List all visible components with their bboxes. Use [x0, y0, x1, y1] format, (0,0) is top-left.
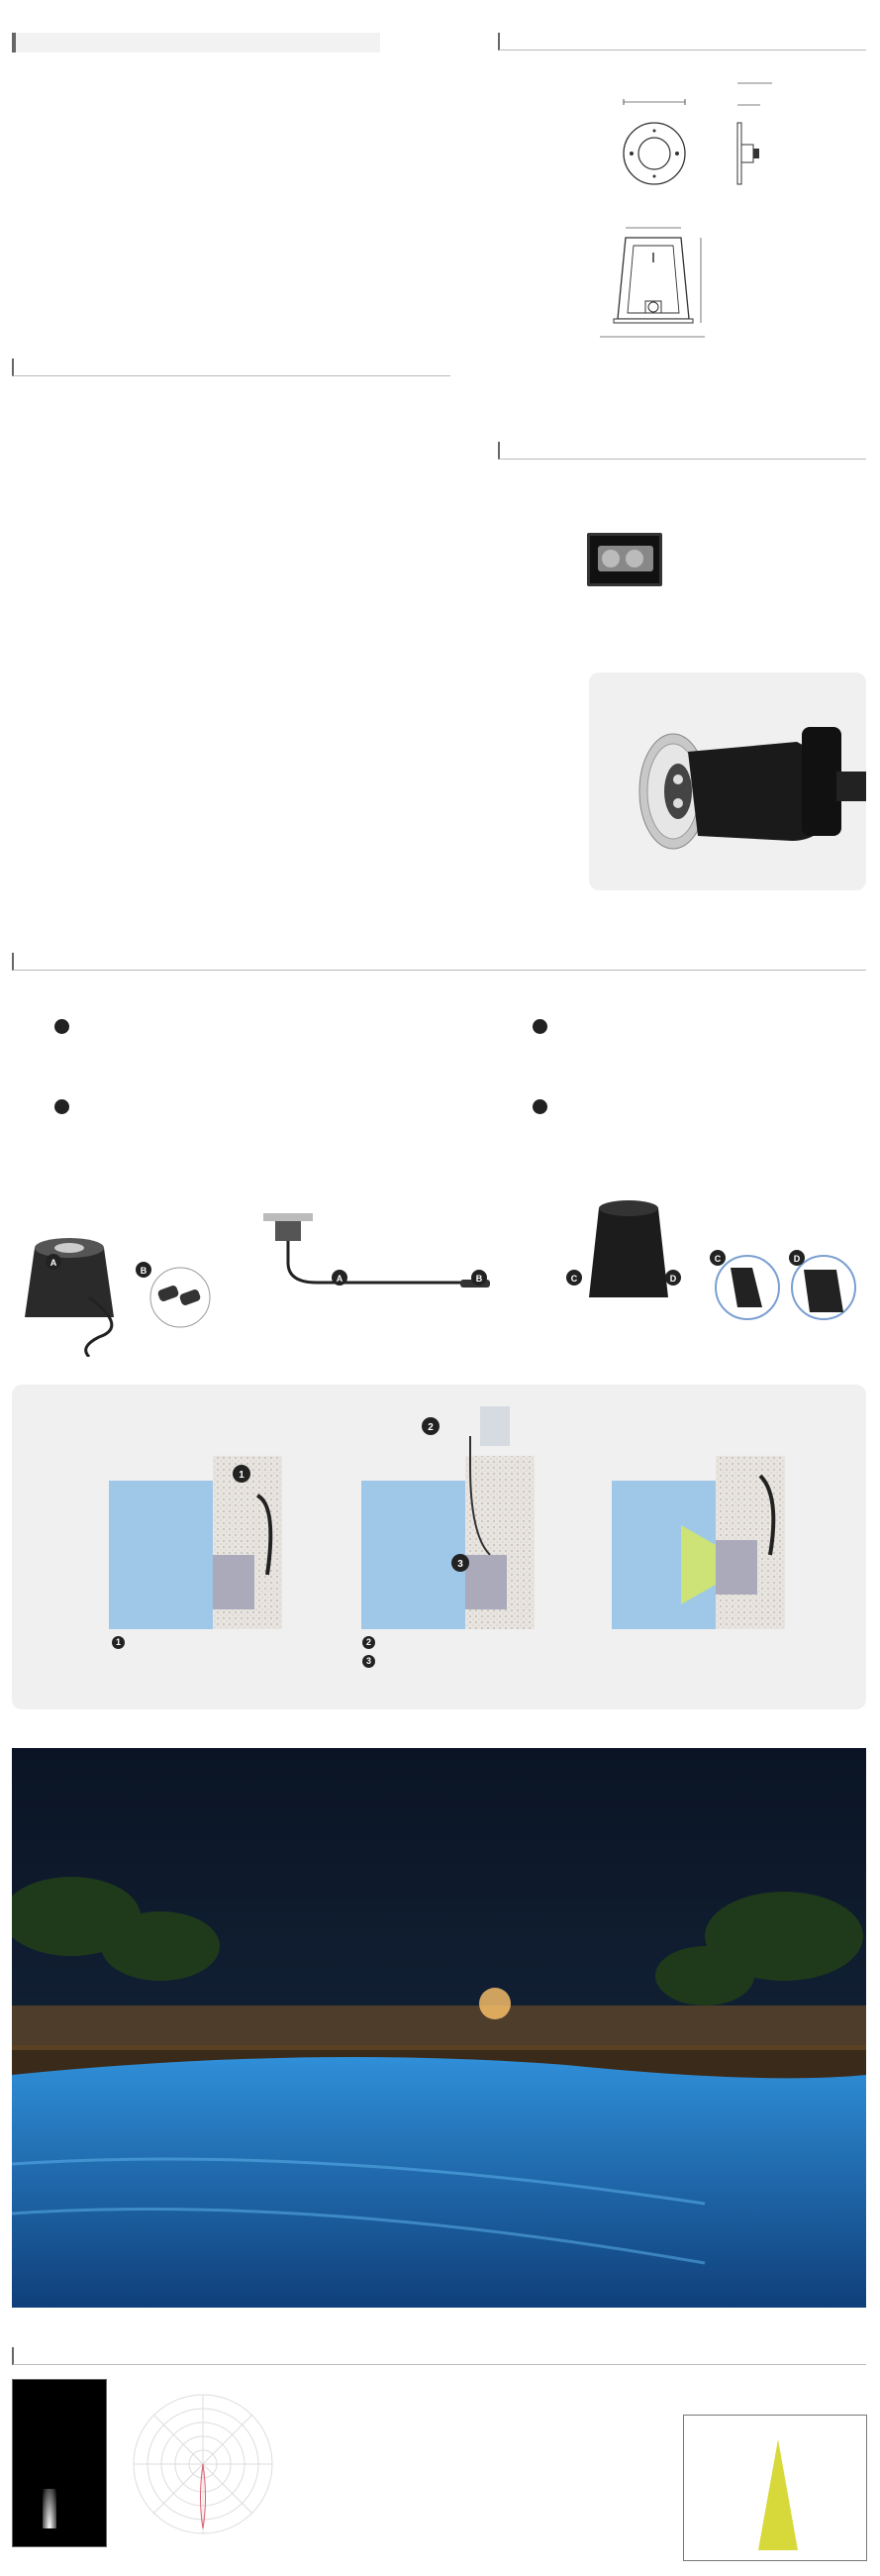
- wp-item-d: [533, 1099, 859, 1118]
- svg-text:A: A: [49, 1258, 57, 1268]
- lens-image: [587, 533, 662, 586]
- side-view: [737, 83, 772, 184]
- beam-cone: [753, 2439, 803, 2550]
- fixator-detail: [710, 1250, 779, 1319]
- svg-text:B: B: [475, 1274, 483, 1284]
- connector-pair: [136, 1262, 210, 1327]
- product-photo: [589, 672, 866, 890]
- install-diagram-3: [612, 1456, 785, 1629]
- svg-text:1: 1: [239, 1470, 244, 1481]
- install-diagram-1: [109, 1456, 282, 1629]
- product-code: [12, 33, 380, 52]
- svg-text:C: C: [714, 1254, 722, 1264]
- product-photo-panel: [589, 672, 866, 890]
- wp-item-a: [54, 1019, 510, 1038]
- svg-text:2: 2: [428, 1422, 434, 1433]
- lux-table: [683, 2415, 867, 2561]
- badge-d: [533, 1099, 547, 1114]
- linear-drawing: [594, 59, 802, 357]
- badge-a: [54, 1019, 69, 1034]
- housing-with-stopper: [25, 1238, 114, 1357]
- badge-c: [533, 1019, 547, 1034]
- distribution-curve-chart: [287, 2407, 673, 2565]
- sleeve-housing: [566, 1200, 681, 1297]
- spec-title: [12, 359, 450, 376]
- svg-text:C: C: [570, 1274, 578, 1284]
- cable-assembly: [263, 1213, 490, 1288]
- install-diagram-2: [361, 1406, 535, 1629]
- svg-text:D: D: [793, 1254, 801, 1264]
- lens-section-head: [498, 442, 866, 460]
- ies-image: [12, 2379, 107, 2547]
- sleeve-illustration: [554, 1188, 871, 1327]
- svg-text:B: B: [140, 1266, 147, 1276]
- install-caption-3: 3: [362, 1655, 605, 1668]
- section-view: [600, 228, 705, 337]
- accessories-illustration: [20, 1188, 515, 1357]
- install-caption-2: 2: [362, 1636, 605, 1649]
- front-view: [624, 99, 685, 184]
- install-caption-1: 1: [112, 1636, 280, 1649]
- badge-b: [54, 1099, 69, 1114]
- pool-night-photo: [12, 1748, 866, 2308]
- photometric-title: [12, 2347, 866, 2365]
- polar-diagram: [129, 2385, 277, 2548]
- waterproof-title: [12, 953, 866, 971]
- wp-item-b: [54, 1099, 520, 1118]
- svg-text:3: 3: [457, 1559, 463, 1570]
- linear-drawing-title: [498, 33, 866, 51]
- svg-text:A: A: [336, 1274, 343, 1284]
- gland-detail: [789, 1250, 855, 1319]
- wp-item-c: [533, 1019, 859, 1038]
- svg-text:D: D: [669, 1274, 677, 1284]
